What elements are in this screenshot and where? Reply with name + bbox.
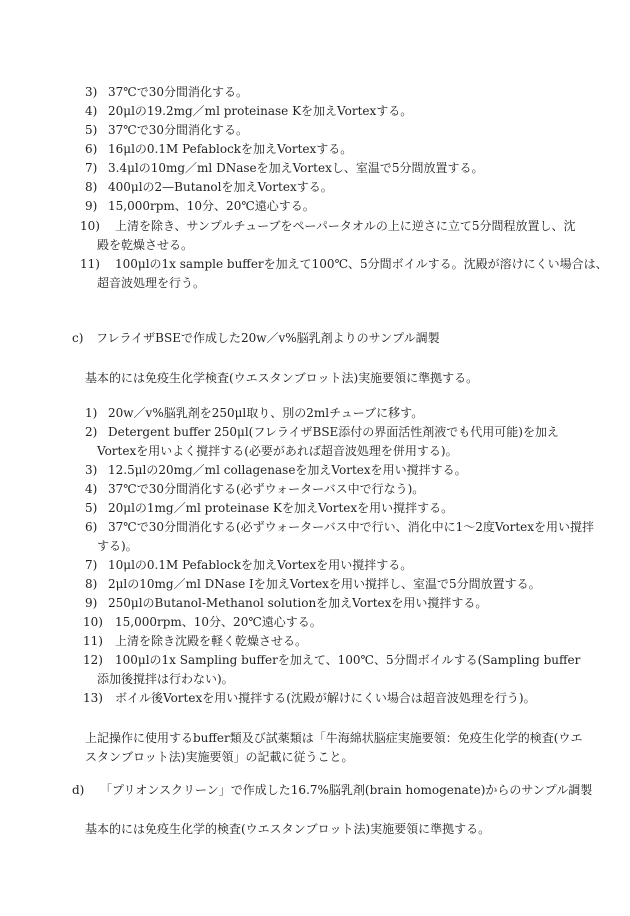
step-number: 3) <box>85 463 98 477</box>
section-c-title: フレライザBSEで作成した20w／v%脳乳剤よりのサンプル調製 <box>96 331 440 345</box>
step-number: 7) <box>85 161 98 175</box>
step-text: 2μlの10mg／ml DNase Iを加えVortexを用い撹拌し、室温で5分間放置する。 <box>108 577 541 591</box>
step-text: 15,000rpm、10分、20℃遠心する。 <box>108 199 315 213</box>
step-text-continuation: 添加後撹拌は行わない)。 <box>97 672 234 686</box>
step-number: 5) <box>85 123 98 137</box>
step-number: 2) <box>85 425 98 439</box>
step-number: 8) <box>85 180 98 194</box>
step-text-continuation: Vortexを用いよく撹拌する(必要があれば超音波処理を併用する)。 <box>97 444 458 458</box>
section-d-label: d) <box>72 783 85 797</box>
step-text: 3.4μlの10mg／ml DNaseを加えVortexし、室温で5分間放置する。 <box>108 161 484 175</box>
step-text-continuation: 殿を乾燥させる。 <box>97 238 194 252</box>
step-text: 16μlの0.1M Pefablockを加えVortexする。 <box>108 142 353 156</box>
step-number: 11) <box>80 257 100 271</box>
step-text: 上清を除き沈殿を軽く乾燥させる。 <box>115 634 308 648</box>
section-d-intro: 基本的には免疫生化学的検査(ウエスタンブロット法)実施要領に準拠する。 <box>85 822 491 836</box>
step-text: 100μlの1x sample bufferを加えて100℃、5分間ボイルする。沈殿が溶けにくい場合は、 <box>115 257 608 271</box>
section-c-intro: 基本的には免疫生化学検査(ウエスタンブロット法)実施要領に準拠する。 <box>85 371 479 385</box>
step-text-continuation: 超音波処理を行う。 <box>97 276 206 290</box>
step-number: 9) <box>85 596 98 610</box>
step-text: 250μlのButanol-Methanol solutionを加えVortexを用い撹拌する。 <box>108 596 488 610</box>
step-text: 400μlの2—Butanolを加えVortexする。 <box>108 180 333 194</box>
step-text: 10μlの0.1M Pefablockを加えVortexを用い撹拌する。 <box>108 558 413 572</box>
step-number: 6) <box>85 142 98 156</box>
step-number: 4) <box>85 482 98 496</box>
step-text: 37℃で30分間消化する。 <box>108 85 248 99</box>
step-text: 上清を除き、サンプルチューブをペーパータオルの上に逆さに立て5分間程放置し、沈 <box>115 219 576 233</box>
step-number: 13) <box>83 691 103 705</box>
step-number: 6) <box>85 520 98 534</box>
step-text: 15,000rpm、10分、20℃遠心する。 <box>115 615 322 629</box>
step-text-continuation: する)。 <box>97 539 138 553</box>
step-text: 100μlの1x Sampling bufferを加えて、100℃、5分間ボイルする(Sampling buffer <box>115 653 581 667</box>
step-number: 4) <box>85 104 98 118</box>
step-number: 9) <box>85 199 98 213</box>
step-number: 10) <box>80 219 100 233</box>
step-text: ボイル後Vortexを用い撹拌する(沈殿が解けにくい場合は超音波処理を行う)。 <box>115 691 536 705</box>
step-text: 12.5μlの20mg／ml collagenaseを加えVortexを用い撹拌する。 <box>108 463 467 477</box>
step-text: Detergent buffer 250μl(フレライザBSE添付の界面活性剤液でも代用可能)を加え <box>108 425 559 439</box>
section-c-label: c) <box>72 331 84 345</box>
section-d-title: 「プリオンスクリーン」で作成した16.7%脳乳剤(brain homogenate)からのサンプル調製 <box>100 783 593 797</box>
step-number: 5) <box>85 501 98 515</box>
step-number: 3) <box>85 85 98 99</box>
step-text: 20μlの19.2mg／ml proteinase Kを加えVortexする。 <box>108 104 413 118</box>
step-number: 11) <box>83 634 103 648</box>
step-text: 37℃で30分間消化する(必ずウォーターバス中で行なう)。 <box>108 482 425 496</box>
section-c-note-continuation: スタンブロット法)実施要領」の記載に従うこと。 <box>85 750 354 764</box>
section-c-note: 上記操作に使用するbuffer類及び試薬類は「牛海綿状脳症実施要領：免疫生化学的検査(ウエ <box>85 731 583 745</box>
step-number: 10) <box>83 615 103 629</box>
step-text: 20μlの1mg／ml proteinase Kを加えVortexを用い撹拌する。 <box>108 501 454 515</box>
step-number: 8) <box>85 577 98 591</box>
step-number: 12) <box>83 653 103 667</box>
step-number: 1) <box>85 406 98 420</box>
step-text: 20w／v%脳乳剤を250μl取り、別の2mlチューブに移す。 <box>108 406 424 420</box>
step-text: 37℃で30分間消化する(必ずウォーターバス中で行い、消化中に1〜2度Vortexを用い撹拌 <box>108 520 595 534</box>
step-text: 37℃で30分間消化する。 <box>108 123 248 137</box>
step-number: 7) <box>85 558 98 572</box>
